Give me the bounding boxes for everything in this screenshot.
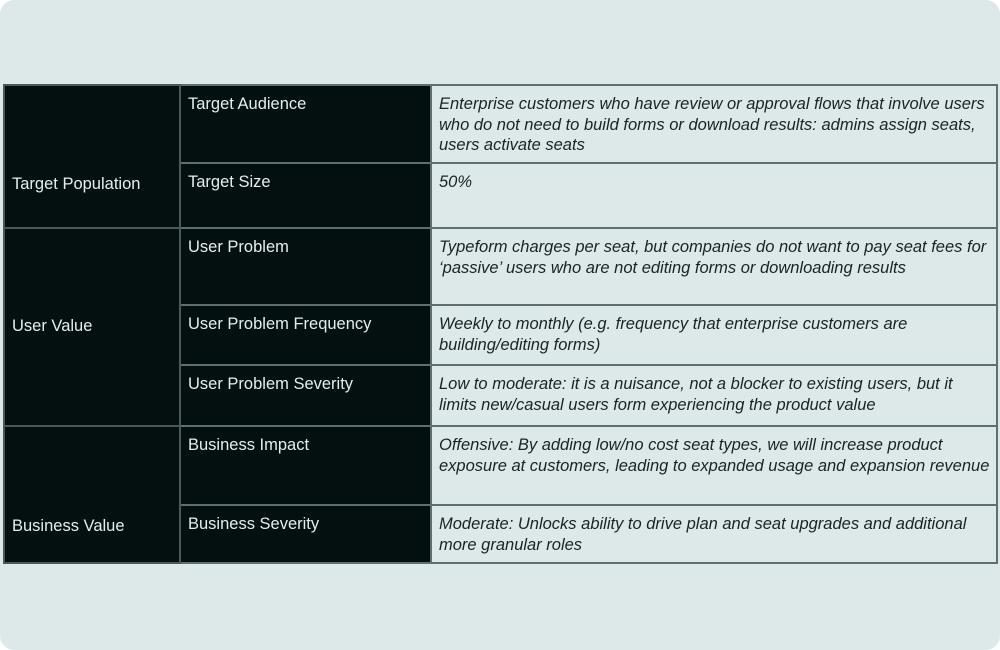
metric-value: Enterprise customers who have review or approval flows that involve users who do not need to build forms or download results: admins assign seats, users activate seats: [431, 85, 997, 163]
metric-label: Target Size: [180, 163, 431, 228]
group-cell-user-value: [4, 228, 180, 426]
table-row-user-problem: [4, 228, 997, 305]
metric-value: Offensive: By adding low/no cost seat types, we will increase product exposure at customers, leading to expanded usage and expansion revenue: [431, 426, 997, 505]
metric-label: Business Severity: [180, 505, 431, 563]
metric-value: Typeform charges per seat, but companies do not want to pay seat fees for ‘passive’ users who are not editing forms or downloading results: [431, 228, 997, 305]
metric-label: Business Impact: [180, 426, 431, 505]
table-row-target-audience: [4, 85, 997, 163]
table-row-business-impact: [4, 426, 997, 505]
metric-label: User Problem: [180, 228, 431, 305]
opportunity-table: [3, 84, 998, 564]
metric-value: Low to moderate: it is a nuisance, not a blocker to existing users, but it limits new/casual users form experiencing the product value: [431, 365, 997, 426]
group-cell-business-value: [4, 426, 180, 563]
group-label: Business Value: [12, 517, 125, 535]
group-label: Target Population: [12, 175, 141, 193]
metric-value: Weekly to monthly (e.g. frequency that enterprise customers are building/editing forms): [431, 305, 997, 365]
metric-label: User Problem Frequency: [180, 305, 431, 365]
metric-label: Target Audience: [180, 85, 431, 163]
group-cell-target-population: [4, 85, 180, 228]
metric-value: Moderate: Unlocks ability to drive plan and seat upgrades and additional more granular roles: [431, 505, 997, 563]
metric-label: User Problem Severity: [180, 365, 431, 426]
group-label: User Value: [12, 317, 93, 335]
metric-value: 50%: [431, 163, 997, 228]
